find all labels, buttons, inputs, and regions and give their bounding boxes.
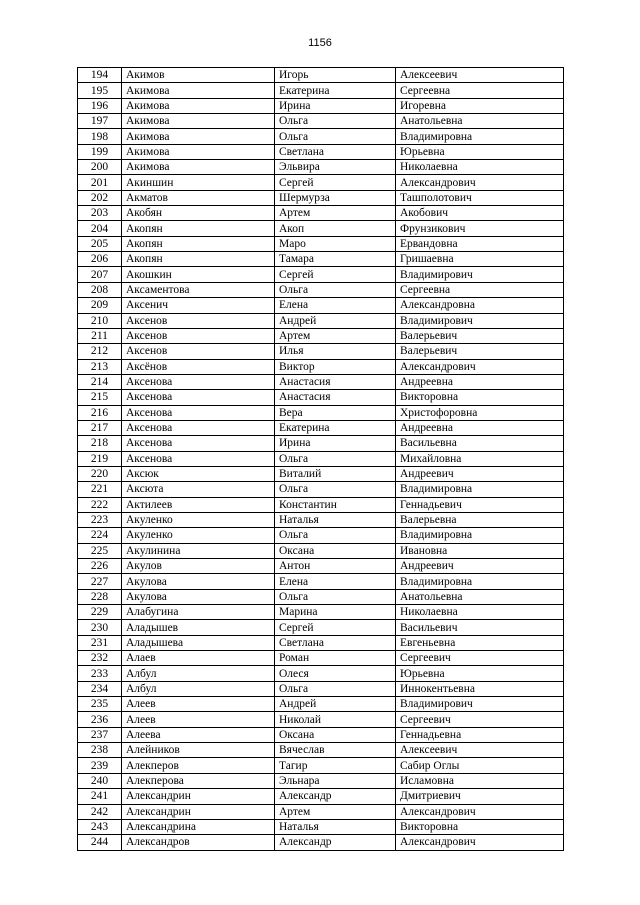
last-name-cell: Алеева [122,727,275,742]
first-name-cell: Артем [275,328,396,343]
last-name-cell: Албул [122,681,275,696]
table-row [78,160,564,175]
row-number-cell: 229 [78,605,122,620]
patronymic-cell: Александрович [396,359,564,374]
table-row [78,206,564,221]
table-row [78,68,564,83]
last-name-cell: Алеев [122,712,275,727]
last-name-cell: Алаев [122,651,275,666]
table-row [78,559,564,574]
patronymic-cell: Сабир Оглы [396,758,564,773]
table-row [78,83,564,98]
first-name-cell: Анастасия [275,374,396,389]
row-number-cell: 220 [78,466,122,481]
first-name-cell: Акоп [275,221,396,236]
patronymic-cell: Фрунзикович [396,221,564,236]
first-name-cell: Игорь [275,68,396,83]
patronymic-cell: Александрович [396,175,564,190]
first-name-cell: Тагир [275,758,396,773]
table-row [78,543,564,558]
patronymic-cell: Анатольевна [396,114,564,129]
table-row [78,221,564,236]
patronymic-cell: Игоревна [396,98,564,113]
row-number-cell: 195 [78,83,122,98]
row-number-cell: 205 [78,236,122,251]
last-name-cell: Аксенова [122,405,275,420]
first-name-cell: Ольга [275,482,396,497]
patronymic-cell: Валерьевич [396,328,564,343]
last-name-cell: Акулов [122,559,275,574]
last-name-cell: Акобян [122,206,275,221]
first-name-cell: Константин [275,497,396,512]
last-name-cell: Аксаментова [122,282,275,297]
table-row [78,190,564,205]
first-name-cell: Елена [275,298,396,313]
table-row [78,835,564,850]
row-number-cell: 201 [78,175,122,190]
row-number-cell: 237 [78,727,122,742]
first-name-cell: Анастасия [275,390,396,405]
last-name-cell: Александров [122,835,275,850]
last-name-cell: Алабугина [122,605,275,620]
table-row [78,175,564,190]
last-name-cell: Акопян [122,221,275,236]
patronymic-cell: Александровна [396,298,564,313]
patronymic-cell: Андреевич [396,466,564,481]
table-row [78,313,564,328]
last-name-cell: Аладышев [122,620,275,635]
patronymic-cell: Андреевна [396,420,564,435]
row-number-cell: 197 [78,114,122,129]
first-name-cell: Шермурза [275,190,396,205]
table-row [78,451,564,466]
row-number-cell: 236 [78,712,122,727]
first-name-cell: Артем [275,804,396,819]
patronymic-cell: Евгеньевна [396,635,564,650]
last-name-cell: Акуленко [122,512,275,527]
first-name-cell: Виктор [275,359,396,374]
patronymic-cell: Исламовна [396,773,564,788]
patronymic-cell: Владимировна [396,574,564,589]
patronymic-cell: Владимировна [396,528,564,543]
first-name-cell: Виталий [275,466,396,481]
table-row [78,420,564,435]
row-number-cell: 208 [78,282,122,297]
patronymic-cell: Владимирович [396,267,564,282]
row-number-cell: 211 [78,328,122,343]
first-name-cell: Маро [275,236,396,251]
table-row [78,528,564,543]
patronymic-cell: Сергеевна [396,83,564,98]
table-row [78,512,564,527]
first-name-cell: Антон [275,559,396,574]
first-name-cell: Эльвира [275,160,396,175]
roster-table [77,67,564,851]
first-name-cell: Николай [275,712,396,727]
row-number-cell: 238 [78,743,122,758]
table-row [78,727,564,742]
row-number-cell: 207 [78,267,122,282]
last-name-cell: Аксенова [122,390,275,405]
table-row [78,144,564,159]
patronymic-cell: Валерьевна [396,512,564,527]
last-name-cell: Аксёнов [122,359,275,374]
patronymic-cell: Иннокентьевна [396,681,564,696]
first-name-cell: Оксана [275,543,396,558]
table-row [78,589,564,604]
row-number-cell: 234 [78,681,122,696]
row-number-cell: 196 [78,98,122,113]
row-number-cell: 243 [78,819,122,834]
last-name-cell: Акимова [122,83,275,98]
patronymic-cell: Андреевна [396,374,564,389]
row-number-cell: 202 [78,190,122,205]
last-name-cell: Аксюта [122,482,275,497]
row-number-cell: 240 [78,773,122,788]
first-name-cell: Наталья [275,512,396,527]
table-row [78,466,564,481]
last-name-cell: Аксенов [122,328,275,343]
patronymic-cell: Александрович [396,804,564,819]
table-row [78,497,564,512]
row-number-cell: 241 [78,789,122,804]
last-name-cell: Акулова [122,589,275,604]
first-name-cell: Андрей [275,697,396,712]
row-number-cell: 225 [78,543,122,558]
last-name-cell: Александрин [122,789,275,804]
patronymic-cell: Алексеевич [396,68,564,83]
first-name-cell: Артем [275,206,396,221]
row-number-cell: 209 [78,298,122,313]
table-row [78,267,564,282]
row-number-cell: 219 [78,451,122,466]
last-name-cell: Аксенич [122,298,275,313]
row-number-cell: 215 [78,390,122,405]
first-name-cell: Ольга [275,129,396,144]
last-name-cell: Александрин [122,804,275,819]
first-name-cell: Олеся [275,666,396,681]
patronymic-cell: Владимировна [396,482,564,497]
row-number-cell: 223 [78,512,122,527]
last-name-cell: Актилеев [122,497,275,512]
first-name-cell: Ирина [275,98,396,113]
last-name-cell: Акулинина [122,543,275,558]
row-number-cell: 222 [78,497,122,512]
patronymic-cell: Николаевна [396,160,564,175]
first-name-cell: Вера [275,405,396,420]
patronymic-cell: Валерьевич [396,344,564,359]
first-name-cell: Светлана [275,635,396,650]
patronymic-cell: Васильевна [396,436,564,451]
first-name-cell: Ольга [275,681,396,696]
last-name-cell: Алеев [122,697,275,712]
patronymic-cell: Владимировна [396,129,564,144]
table-row [78,697,564,712]
first-name-cell: Елена [275,574,396,589]
patronymic-cell: Андреевич [396,559,564,574]
table-row [78,359,564,374]
first-name-cell: Екатерина [275,420,396,435]
patronymic-cell: Дмитриевич [396,789,564,804]
table-row [78,236,564,251]
table-row [78,666,564,681]
row-number-cell: 221 [78,482,122,497]
last-name-cell: Аксенова [122,436,275,451]
first-name-cell: Сергей [275,267,396,282]
row-number-cell: 242 [78,804,122,819]
first-name-cell: Роман [275,651,396,666]
last-name-cell: Акошкин [122,267,275,282]
patronymic-cell: Ташполотович [396,190,564,205]
last-name-cell: Аксенова [122,374,275,389]
last-name-cell: Аксенов [122,313,275,328]
table-row [78,773,564,788]
last-name-cell: Акимова [122,114,275,129]
row-number-cell: 226 [78,559,122,574]
table-row [78,390,564,405]
row-number-cell: 213 [78,359,122,374]
patronymic-cell: Геннадьевич [396,497,564,512]
table-row [78,651,564,666]
row-number-cell: 198 [78,129,122,144]
table-row [78,252,564,267]
first-name-cell: Сергей [275,620,396,635]
patronymic-cell: Ивановна [396,543,564,558]
last-name-cell: Аксенов [122,344,275,359]
patronymic-cell: Христофоровна [396,405,564,420]
table-row [78,328,564,343]
table-row [78,129,564,144]
last-name-cell: Акимов [122,68,275,83]
first-name-cell: Александр [275,789,396,804]
patronymic-cell: Александрович [396,835,564,850]
row-number-cell: 214 [78,374,122,389]
table-row [78,374,564,389]
table-row [78,574,564,589]
patronymic-cell: Акобович [396,206,564,221]
first-name-cell: Сергей [275,175,396,190]
table-row [78,620,564,635]
first-name-cell: Ольга [275,589,396,604]
table-row [78,819,564,834]
patronymic-cell: Михайловна [396,451,564,466]
row-number-cell: 232 [78,651,122,666]
patronymic-cell: Геннадьевна [396,727,564,742]
roster-body [78,68,564,851]
last-name-cell: Аладышева [122,635,275,650]
patronymic-cell: Викторовна [396,819,564,834]
row-number-cell: 239 [78,758,122,773]
row-number-cell: 231 [78,635,122,650]
first-name-cell: Тамара [275,252,396,267]
last-name-cell: Акимова [122,98,275,113]
patronymic-cell: Владимирович [396,313,564,328]
table-row [78,789,564,804]
first-name-cell: Оксана [275,727,396,742]
first-name-cell: Ирина [275,436,396,451]
patronymic-cell: Сергеевич [396,651,564,666]
last-name-cell: Александрина [122,819,275,834]
row-number-cell: 228 [78,589,122,604]
patronymic-cell: Васильевич [396,620,564,635]
first-name-cell: Илья [275,344,396,359]
first-name-cell: Вячеслав [275,743,396,758]
patronymic-cell: Алексеевич [396,743,564,758]
first-name-cell: Ольга [275,528,396,543]
table-row [78,605,564,620]
first-name-cell: Александр [275,835,396,850]
table-row [78,804,564,819]
patronymic-cell: Сергеевна [396,282,564,297]
table-row [78,298,564,313]
row-number-cell: 235 [78,697,122,712]
first-name-cell: Ольга [275,114,396,129]
row-number-cell: 212 [78,344,122,359]
patronymic-cell: Юрьевна [396,666,564,681]
patronymic-cell: Викторовна [396,390,564,405]
row-number-cell: 227 [78,574,122,589]
row-number-cell: 199 [78,144,122,159]
last-name-cell: Акуленко [122,528,275,543]
row-number-cell: 244 [78,835,122,850]
table-row [78,436,564,451]
last-name-cell: Акиншин [122,175,275,190]
patronymic-cell: Юрьевна [396,144,564,159]
first-name-cell: Эльнара [275,773,396,788]
row-number-cell: 216 [78,405,122,420]
patronymic-cell: Анатольевна [396,589,564,604]
first-name-cell: Наталья [275,819,396,834]
table-row [78,681,564,696]
table-row [78,712,564,727]
row-number-cell: 224 [78,528,122,543]
last-name-cell: Алейников [122,743,275,758]
first-name-cell: Светлана [275,144,396,159]
patronymic-cell: Николаевна [396,605,564,620]
row-number-cell: 230 [78,620,122,635]
last-name-cell: Акимова [122,160,275,175]
table-row [78,405,564,420]
row-number-cell: 206 [78,252,122,267]
row-number-cell: 203 [78,206,122,221]
page-number: 1156 [308,37,332,49]
table-row [78,635,564,650]
last-name-cell: Алекперова [122,773,275,788]
patronymic-cell: Владимирович [396,697,564,712]
last-name-cell: Алекперов [122,758,275,773]
last-name-cell: Аксенова [122,451,275,466]
row-number-cell: 210 [78,313,122,328]
table-row [78,344,564,359]
row-number-cell: 200 [78,160,122,175]
last-name-cell: Акулова [122,574,275,589]
last-name-cell: Акопян [122,236,275,251]
table-row [78,282,564,297]
patronymic-cell: Гришаевна [396,252,564,267]
patronymic-cell: Сергеевич [396,712,564,727]
row-number-cell: 194 [78,68,122,83]
last-name-cell: Акопян [122,252,275,267]
last-name-cell: Албул [122,666,275,681]
first-name-cell: Ольга [275,282,396,297]
table-row [78,743,564,758]
last-name-cell: Акимова [122,144,275,159]
first-name-cell: Марина [275,605,396,620]
last-name-cell: Аксенова [122,420,275,435]
last-name-cell: Акимова [122,129,275,144]
last-name-cell: Акматов [122,190,275,205]
patronymic-cell: Ервандовна [396,236,564,251]
table-row [78,114,564,129]
row-number-cell: 218 [78,436,122,451]
first-name-cell: Ольга [275,451,396,466]
table-row [78,758,564,773]
last-name-cell: Аксюк [122,466,275,481]
row-number-cell: 204 [78,221,122,236]
row-number-cell: 233 [78,666,122,681]
first-name-cell: Андрей [275,313,396,328]
table-row [78,98,564,113]
row-number-cell: 217 [78,420,122,435]
first-name-cell: Екатерина [275,83,396,98]
table-row [78,482,564,497]
